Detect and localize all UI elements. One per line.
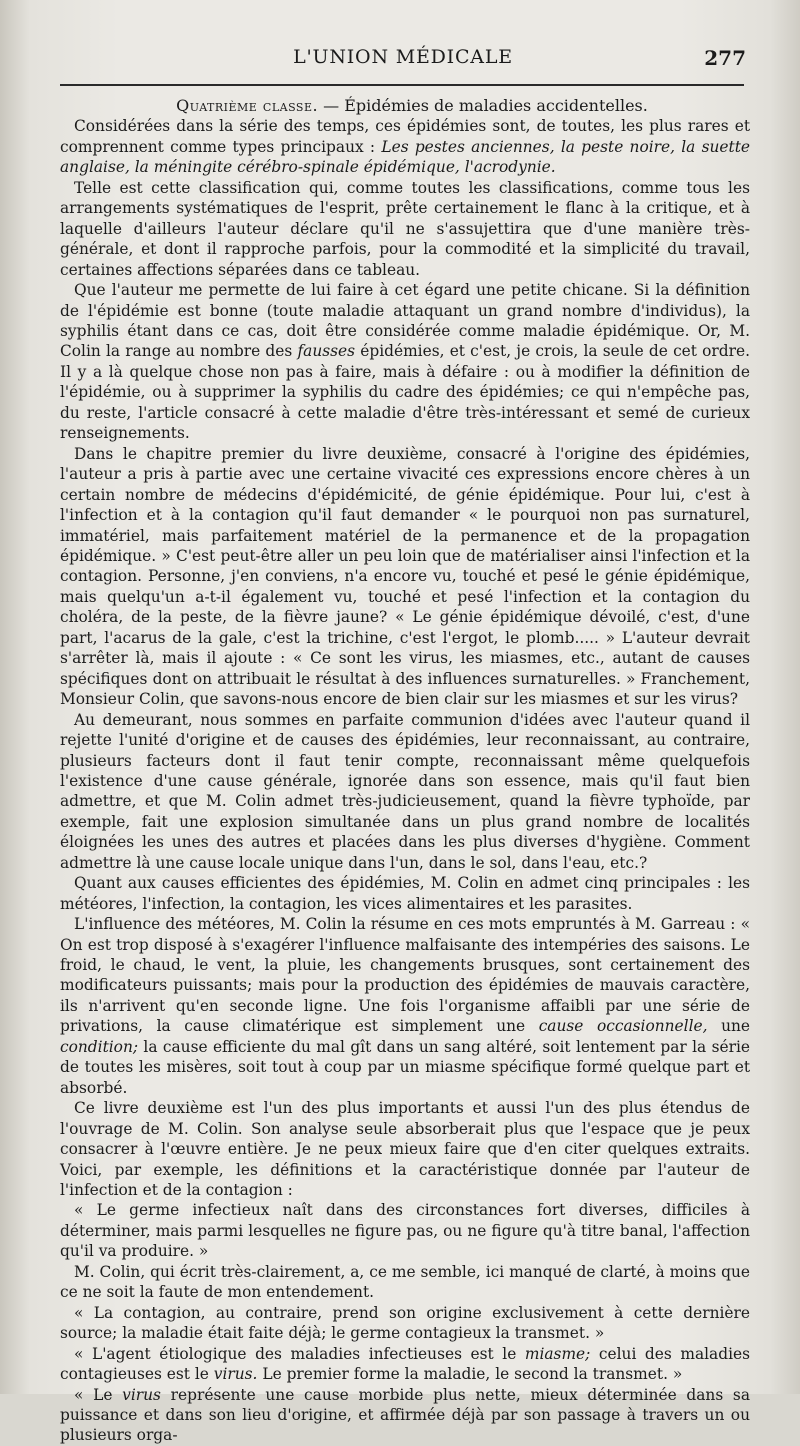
quote-2: « La contagion, au contraire, prend son origine exclusivement à cette dernière source; la maladie était faite déjà; le germe contagieux la transmet. » xyxy=(60,1303,750,1343)
paragraph-6: Quant aux causes efficientes des épidémies, M. Colin en admet cinq principales : les météores, l'infection, la contagion, les vices alimentaires et les parasites. xyxy=(60,874,750,913)
text-run: épidémies, et c'est, je crois, la seule de cet ordre. Il y a là quelque chose non pas à faire, mais à défaire : ou à modifier la définition de l'épidémie, ou à supprimer la syphilis du cadre des épidémies; ce qui n'empêche pas, du reste, l'article consacré à cette maladie d'être très-intéressant et semé de curieux renseignements. xyxy=(60,342,750,443)
paragraph-3 xyxy=(60,280,750,444)
section-title: — Épidémies de maladies accidentelles. xyxy=(318,96,648,115)
article-body xyxy=(60,96,750,1446)
text-run: représente une cause morbide plus nette, mieux déterminée dans sa puissance et dans son lieu d'origine, et affirmée déjà par son passage à travers un ou plusieurs orga- xyxy=(60,1385,751,1445)
text-run: celui des maladies contagieuses est le xyxy=(60,1344,750,1384)
paragraph-1 xyxy=(60,116,750,177)
text-run: Le premier forme la maladie, le second la transmet. » xyxy=(257,1365,683,1384)
italic-run: cause occasionnelle, xyxy=(538,1017,708,1036)
italic-run: condition; xyxy=(60,1037,139,1056)
page-number: 277 xyxy=(704,46,746,70)
italic-run: virus. xyxy=(213,1365,258,1384)
paragraph-8: Ce livre deuxième est l'un des plus importants et aussi l'un des plus étendus de l'ouvrage de M. Colin. Son analyse seule absorberait plus que l'espace que je peux consacrer à l'œuvre entière. Je ne peux mieux faire que d'en citer quelques extraits. Voici, par exemple, les définitions et la caractéristique donnée par l'auteur de l'infection et de la contagion : xyxy=(60,1099,750,1200)
text-run: Que l'auteur me permette de lui faire à cet égard une petite chicane. Si la définition de l'épidémie est bonne (toute maladie attaquant un grand nombre d'individus), la syphilis étant dans ce cas, doit être considérée comme maladie épidémique. Or, M. Colin la range au nombre des xyxy=(60,281,750,361)
paragraph-7 xyxy=(60,914,750,1098)
text-run: la cause efficiente du mal gît dans un sang altéré, soit lentement par la série de toutes les misères, soit tout à coup par un miasme spécifique formé quelque part et absorbé. xyxy=(60,1037,750,1097)
paragraph-2: Telle est cette classification qui, comme toutes les classifications, comme tous les arrangements systématiques de l'esprit, prête certainement le flanc à la critique, et à laquelle d'ailleurs l'auteur déclare qu'il ne s'assujettira que d'une manière très-générale, et dont il rapproche parfois, pour la commodité et la simplicité du travail, certaines affections séparées dans ce tableau. xyxy=(60,178,750,279)
paragraph-9: M. Colin, qui écrit très-clairement, a, ce me semble, ici manqué de clarté, à moins que ce ne soit la faute de mon entendement. xyxy=(60,1262,750,1302)
paragraph-4: Dans le chapitre premier du livre deuxième, consacré à l'origine des épidémies, l'auteur a pris à partie avec une certaine vivacité ces expressions encore chères à un certain nombre de médecins d'épidémicité, de génie épidémique. Pour lui, c'est à l'infection et à la contagion qu'il faut demander « le pourquoi non pas surnaturel, immatériel, mais parfaitement matériel de la permanence et de la propagation épidémique. » C'est peut-être aller un peu loin que de matérialiser ainsi l'infection et la contagion. Personne, j'en conviens, n'a encore vu, touché et pesé le génie épidémique, mais quelqu'un a-t-il également vu, touché et pesé l'infection et la contagion du choléra, de la peste, de la fièvre jaune? « Le génie épidémique dévoilé, c'est, d'une part, l'acarus de la gale, c'est la trichine, c'est l'ergot, le plomb..... » L'auteur devrait s'arrêter là, mais il ajoute : « Ce sont les virus, les miasmes, etc., autant de causes spécifiques dont on attribuait le résultat à des influences surnaturelles. » Franchement, Monsieur Colin, que savons-nous encore de bien clair sur les miasmes et sur les virus? xyxy=(60,444,750,709)
italic-run: Les pestes anciennes, la peste noire, la suette anglaise, la méningite cérébro-spinale épidémique, l'acrodynie. xyxy=(60,137,750,177)
italic-run: fausses xyxy=(297,342,356,361)
quote-1: « Le germe infectieux naît dans des circonstances fort diverses, difficiles à déterminer, mais parmi lesquelles ne figure pas, ou ne figure qu'à titre banal, l'affection qu'il va produire. » xyxy=(60,1201,750,1261)
running-title: L'UNION MÉDICALE xyxy=(293,46,513,68)
text-run: L'influence des météores, M. Colin la résume en ces mots empruntés à M. Garreau : « On est trop disposé à s'exagérer l'influence malfaisante des intempéries des saisons. Le froid, le chaud, le vent, la pluie, les changements brusques, sont certainement des modificateurs puissants; mais pour la production des épidémies de mauvais caractère, ils n'arrivent qu'en seconde ligne. Une fois l'organisme affaibli par une série de privations, la cause climatérique est simplement une xyxy=(60,915,750,1036)
text-run: une xyxy=(707,1017,751,1036)
quote-3 xyxy=(60,1344,750,1385)
paragraph-5: Au demeurant, nous sommes en parfaite communion d'idées avec l'auteur quand il rejette l'unité d'origine et de causes des épidémies, leur reconnaissant, au contraire, plusieurs facteurs dont il faut tenir compte, reconnaissant même quelquefois l'existence d'une cause générale, ignorée dans son essence, mais qu'il faut bien admettre, et que M. Colin admet très-judicieusement, quand la fièvre typhoïde, par exemple, fait une explosion simultanée dans un plus grand nombre de localités éloignées les unes des autres et placées dans les plus diverses d'hygiène. Comment admettre là une cause locale unique dans l'un, dans le sol, dans l'eau, etc.? xyxy=(60,710,750,872)
italic-run: miasme; xyxy=(524,1344,591,1363)
header-rule xyxy=(60,84,744,86)
text-run: « L'agent étiologique des maladies infectieuses est le xyxy=(74,1344,525,1363)
text-run: Considérées dans la série des temps, ces épidémies sont, de toutes, les plus rares et comprennent comme types principaux : xyxy=(60,117,750,156)
text-run: « Le xyxy=(74,1385,123,1404)
section-heading xyxy=(60,96,750,116)
section-label: Quatrième classe. xyxy=(176,96,319,115)
page-header xyxy=(58,46,748,74)
italic-run: virus xyxy=(122,1385,161,1404)
